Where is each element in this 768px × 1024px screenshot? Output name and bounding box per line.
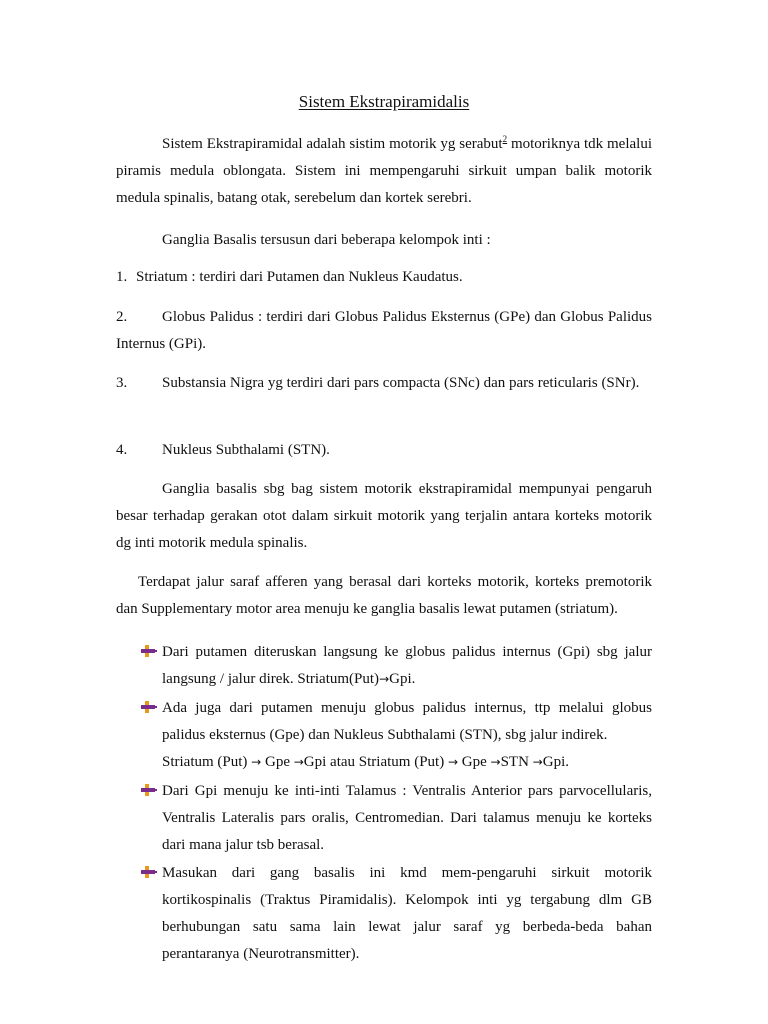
arrow-icon: → xyxy=(447,755,459,769)
pushpin-bullet-icon xyxy=(140,700,158,716)
pushpin-bullet-icon xyxy=(140,644,158,660)
list-number: 3. xyxy=(116,375,128,391)
arrow-icon: → xyxy=(251,755,262,769)
pathway-part: Gpe xyxy=(458,754,491,770)
bullet-text: Dari Gpi menuju ke inti-inti Talamus : Ventralis Anterior pars parvocellularis, Ventralis Lateralis pars oralis, Centromedian. Dari talamus menuju ke korteks dari mana jalur tsb berasal. xyxy=(162,783,652,853)
list-item-1 xyxy=(116,264,652,291)
page-title: Sistem Ekstrapiramidalis xyxy=(298,92,470,111)
list-text: Striatum : terdiri dari Putamen dan Nukleus Kaudatus. xyxy=(136,269,463,285)
bullet-text xyxy=(162,695,652,776)
list-item-3 xyxy=(116,370,652,397)
pathway-part: Gpi atau Striatum (Put) xyxy=(303,754,448,770)
list-text: Substansia Nigra yg terdiri dari pars compacta (SNc) dan pars reticularis (SNr). xyxy=(162,375,640,391)
list-number: 1. xyxy=(116,269,128,285)
paragraph-text: motoriknya tdk melalui piramis medula oblongata. Sistem ini mempengaruhi sirkuit umpan balik motorik medula spinalis, batang otak, serebelum dan kortek serebri. xyxy=(116,136,652,206)
list-item-2 xyxy=(116,304,652,358)
arrow-icon: → xyxy=(490,755,501,769)
pathway-part: Gpe xyxy=(261,754,294,770)
bullet-text: Masukan dari gang basalis ini kmd mem-pengaruhi sirkuit motorik kortikospinalis (Traktus Piramidalis). Kelompok inti yg tergabung dlm GB berhubungan satu sama lain lewat jalur saraf yg berbeda-beda bahan perantaranya (Neurotransmitter). xyxy=(162,865,652,962)
paragraph-afferent: Terdapat jalur saraf afferen yang berasal dari korteks motorik, korteks premotorik dan Supplementary motor area menuju ke ganglia basalis lewat putamen (striatum). xyxy=(116,574,652,617)
bullet-text xyxy=(162,639,652,693)
list-number: 2. xyxy=(116,309,128,325)
bullet-text-main: Dari putamen diteruskan langsung ke globus palidus internus (Gpi) sbg jalur langsung / jalur direk. Striatum(Put) xyxy=(162,644,652,687)
paragraph-definition xyxy=(116,131,652,212)
pathway-part: Striatum (Put) xyxy=(162,754,252,770)
paragraph-text: Sistem Ekstrapiramidal adalah sistim motorik yg serabut xyxy=(162,136,503,152)
paragraph-ganglia-role: Ganglia basalis sbg bag sistem motorik ekstrapiramidal mempunyai pengaruh besar terhadap gerakan otot dalam sirkuit motorik yang terjalin antara korteks motorik dg inti motorik medula spinalis. xyxy=(116,481,652,551)
arrow-icon: → xyxy=(532,755,543,769)
list-number: 4. xyxy=(116,442,128,458)
bullet-text-end: Gpi. xyxy=(389,671,416,687)
superscript: 2 xyxy=(502,134,508,144)
pushpin-bullet-icon xyxy=(140,865,158,881)
arrow-icon: → xyxy=(293,755,304,769)
list-item-4 xyxy=(116,437,652,464)
list-text: Globus Palidus : terdiri dari Globus Palidus Eksternus (GPe) dan Globus Palidus Internus (GPi). xyxy=(116,309,652,352)
pathway-part: Gpi. xyxy=(542,754,569,770)
arrow-icon: → xyxy=(379,672,390,686)
list-text: Nukleus Subthalami (STN). xyxy=(162,442,330,458)
pushpin-bullet-icon xyxy=(140,783,158,799)
paragraph-ganglia-intro: Ganglia Basalis tersusun dari beberapa kelompok inti : xyxy=(162,232,491,248)
pathway-part: STN xyxy=(500,754,533,770)
bullet-text-main: Ada juga dari putamen menuju globus palidus internus, ttp melalui globus palidus eksternus (Gpe) dan Nukleus Subthalami (STN), sbg jalur indirek. xyxy=(162,700,652,743)
